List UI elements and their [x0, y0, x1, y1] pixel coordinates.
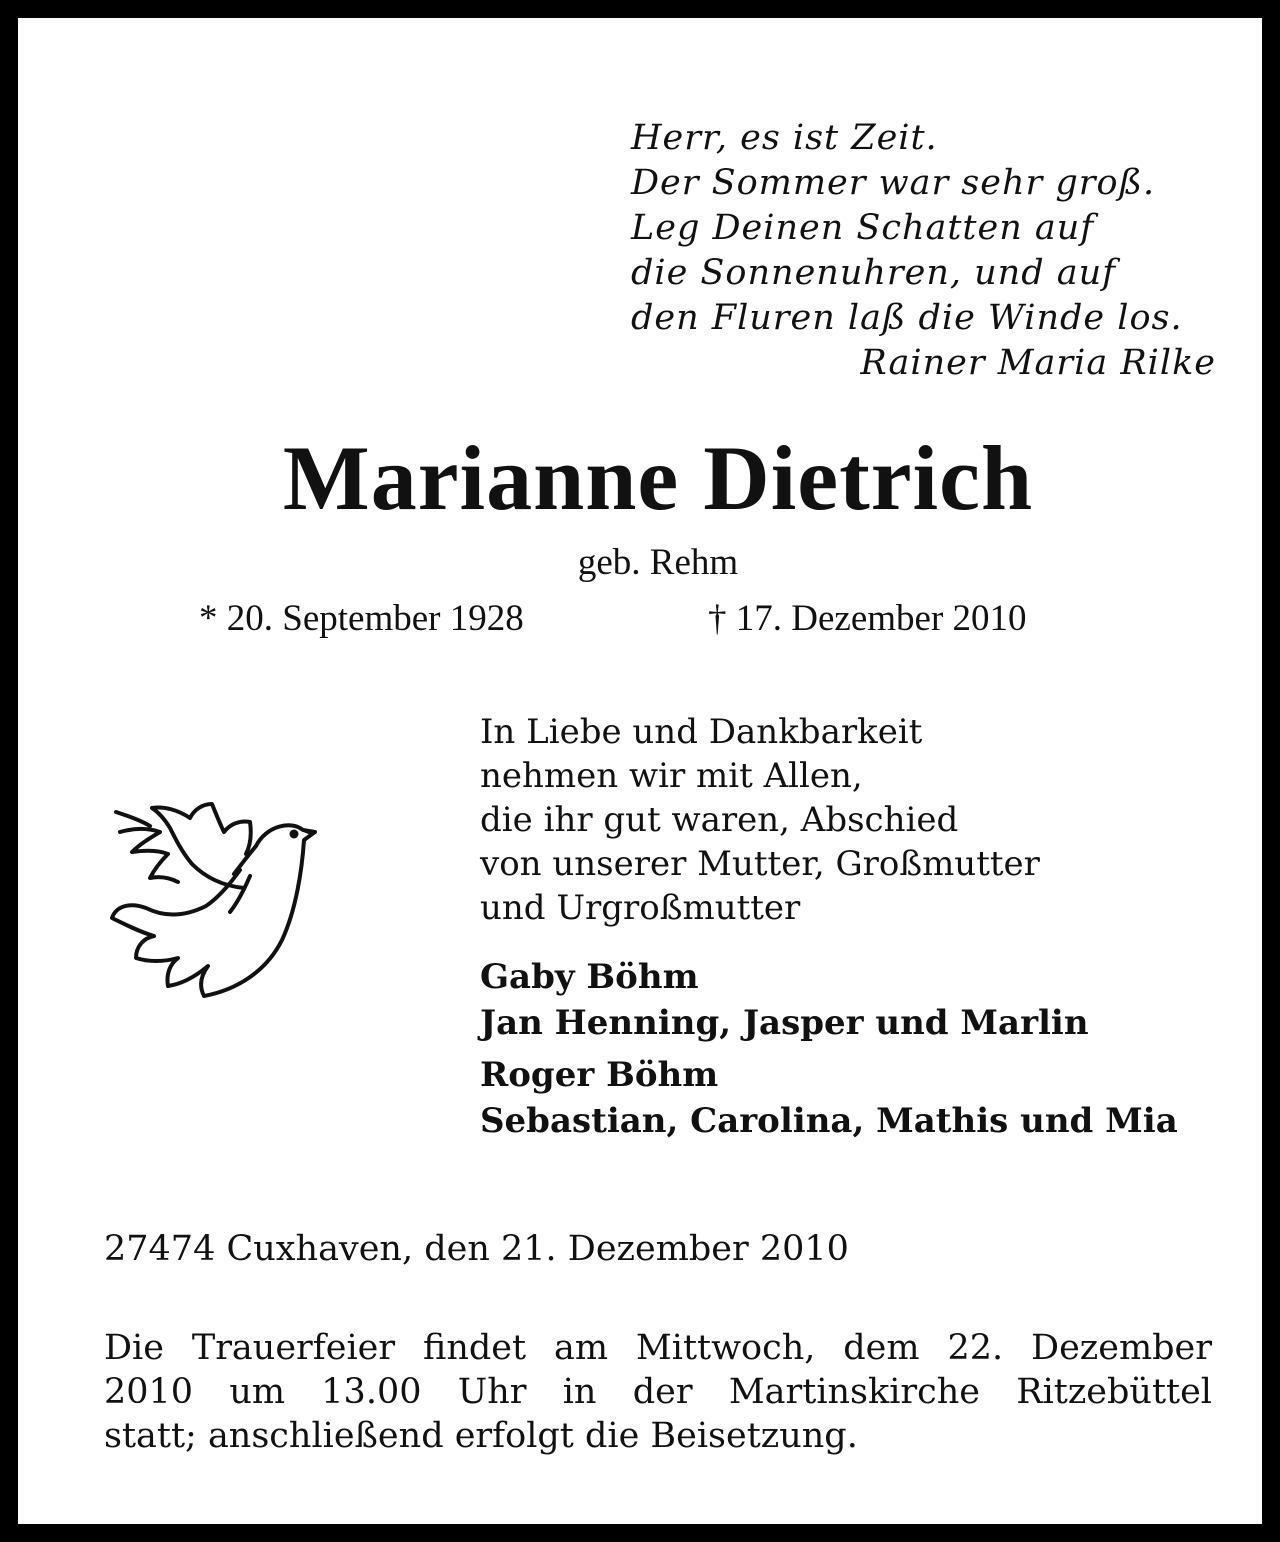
poem-quote [631, 116, 1216, 386]
poem-author: Rainer Maria Rilke [860, 343, 1216, 383]
notice-word: der [632, 1372, 693, 1412]
notice-word: Martinskirche [728, 1372, 980, 1412]
poem-line: Leg Deinen Schatten auf [631, 208, 1095, 248]
place-date: 27474 Cuxhaven, den 21. Dezember 2010 [104, 1229, 849, 1269]
message-line: nehmen wir mit Allen, [480, 756, 863, 796]
farewell-message [480, 710, 1200, 930]
notice-word: Dezember [1031, 1328, 1212, 1368]
message-line: und Urgroßmutter [480, 888, 801, 928]
notice-line [104, 1326, 1212, 1370]
notice-word: 13.00 [321, 1372, 422, 1412]
notice-word: Uhr [457, 1372, 527, 1412]
notice-word: 22. [947, 1328, 1004, 1368]
family-member: Gaby Böhm [480, 957, 699, 997]
family-group [480, 1052, 1240, 1144]
poem-line: die Sonnenuhren, und auf [631, 253, 1117, 293]
notice-word: Ritzebüttel [1016, 1372, 1212, 1412]
dove-icon [106, 798, 326, 1003]
notice-word: in [562, 1372, 597, 1412]
notice-word: Die [104, 1328, 164, 1368]
family-group [480, 954, 1240, 1046]
poem-line: den Fluren laß die Winde los. [631, 298, 1183, 338]
notice-word: 2010 [104, 1372, 194, 1412]
notice-word: dem [843, 1328, 920, 1368]
notice-line [104, 1370, 1212, 1414]
death-date: † 17. Dezember 2010 [708, 598, 1027, 639]
message-line: die ihr gut waren, Abschied [480, 800, 959, 840]
family-member: Roger Böhm [480, 1055, 719, 1095]
family-member: Jan Henning, Jasper und Marlin [480, 1003, 1089, 1043]
notice-word: Mittwoch, [635, 1328, 816, 1368]
maiden-name: geb. Rehm [577, 542, 739, 583]
message-line: von unserer Mutter, Großmutter [480, 844, 1040, 884]
notice-word: um [229, 1372, 286, 1412]
notice-line: statt; anschließend erfolgt die Beisetzung. [104, 1416, 858, 1456]
poem-line: Der Sommer war sehr groß. [631, 163, 1156, 203]
family-member: Sebastian, Carolina, Mathis und Mia [480, 1101, 1178, 1141]
message-line: In Liebe und Dankbarkeit [480, 712, 923, 752]
family-signatures [480, 954, 1240, 1150]
notice-word: Trauerfeier [191, 1328, 396, 1368]
poem-line: Herr, es ist Zeit. [631, 118, 938, 158]
notice-word: am [553, 1328, 609, 1368]
funeral-notice [104, 1326, 1212, 1458]
birth-date: * 20. September 1928 [199, 598, 524, 639]
deceased-name: Marianne Dietrich [282, 427, 1034, 529]
notice-word: findet [422, 1328, 527, 1368]
